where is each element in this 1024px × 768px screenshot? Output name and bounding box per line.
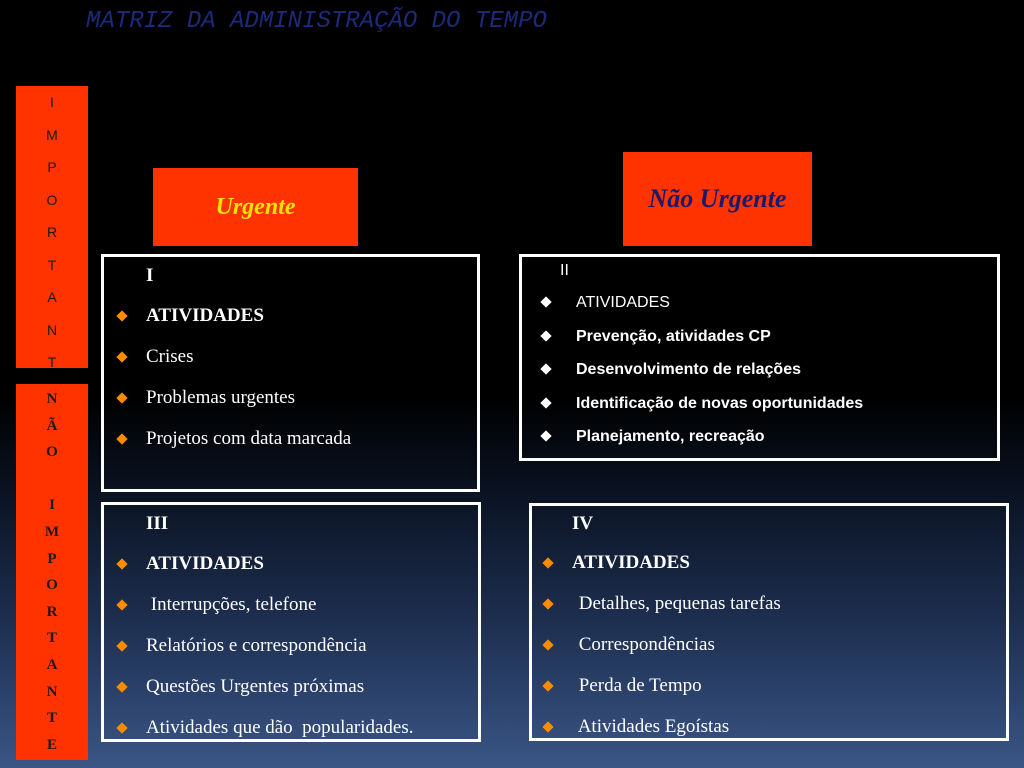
quadrant-3: [101, 502, 481, 742]
list-item: Correspondências: [544, 634, 781, 675]
list-item: Projetos com data marcada: [118, 428, 351, 469]
list-item: Perda de Tempo: [544, 675, 781, 716]
important-letter: P: [47, 159, 57, 175]
important-letter: M: [46, 126, 58, 143]
diamond-bullet-icon: [116, 310, 127, 321]
list-item: Questões Urgentes próximas: [118, 676, 414, 717]
not-important-letter: I: [49, 497, 55, 514]
not-important-letter: A: [46, 656, 58, 673]
diamond-bullet-icon: [116, 433, 127, 444]
important-letter: R: [46, 224, 58, 240]
diamond-bullet-icon: [116, 392, 127, 403]
not-urgent-header: Não Urgente: [623, 152, 812, 246]
diamond-bullet-icon: [542, 639, 553, 650]
not-important-letter: E: [46, 736, 57, 753]
list-item: Problemas urgentes: [118, 387, 351, 428]
not-important-letter: T: [46, 630, 57, 647]
diamond-bullet-icon: [542, 598, 553, 609]
diamond-bullet-icon: [116, 722, 127, 733]
quadrant-number: II: [560, 262, 569, 279]
list-item: ATIVIDADES: [540, 294, 863, 328]
diamond-bullet-icon: [116, 640, 127, 651]
diamond-bullet-icon: [542, 721, 553, 732]
slide-title: MATRIZ DA ADMINISTRAÇÃO DO TEMPO: [86, 8, 547, 35]
important-letter: O: [46, 191, 58, 208]
not-important-label: [16, 384, 88, 760]
not-important-letter: N: [46, 391, 58, 407]
diamond-bullet-icon: [116, 681, 127, 692]
not-important-letter: O: [46, 577, 58, 594]
not-important-letter: R: [46, 603, 58, 620]
urgent-header: Urgente: [153, 168, 358, 246]
not-important-letter: N: [46, 683, 58, 700]
diamond-bullet-icon: [116, 351, 127, 362]
quadrant-4: [529, 503, 1009, 741]
quadrant-1: [101, 254, 480, 492]
list-item: Planejamento, recreação: [540, 428, 863, 462]
list-item: ATIVIDADES: [118, 305, 351, 346]
list-item: Desenvolvimento de relações: [540, 361, 863, 395]
quadrant-number: I: [146, 265, 154, 286]
list-item: Relatórios e correspondência: [118, 635, 414, 676]
diamond-bullet-icon: [116, 599, 127, 610]
not-important-letter: O: [46, 444, 58, 461]
quadrant-2: [519, 254, 1000, 461]
list-item: ATIVIDADES: [118, 553, 414, 594]
list-item: Prevenção, atividades CP: [540, 328, 863, 362]
important-label: [16, 86, 88, 368]
list-item: Identificação de novas oportunidades: [540, 395, 863, 429]
list-item: Detalhes, pequenas tarefas: [544, 593, 781, 634]
list-item: ATIVIDADES: [544, 552, 781, 593]
quadrant-number: IV: [572, 513, 594, 534]
diamond-bullet-icon: [542, 680, 553, 691]
important-letter: I: [50, 94, 54, 110]
important-letter: N: [46, 321, 58, 338]
diamond-bullet-icon: [540, 397, 551, 408]
important-letter: T: [47, 354, 57, 370]
not-important-letter: T: [46, 710, 57, 727]
not-important-letter: Ã: [46, 417, 58, 434]
list-item: Crises: [118, 346, 351, 387]
diamond-bullet-icon: [540, 296, 551, 307]
list-item: Interrupções, telefone: [118, 594, 414, 635]
diamond-bullet-icon: [116, 558, 127, 569]
important-letter: T: [47, 256, 57, 273]
diamond-bullet-icon: [542, 557, 553, 568]
important-letter: A: [47, 289, 57, 305]
list-item: Atividades que dão popularidades.: [118, 717, 414, 758]
diamond-bullet-icon: [540, 330, 551, 341]
not-important-letter: M: [44, 523, 60, 540]
list-item: Atividades Egoístas: [544, 716, 781, 757]
quadrant-number: III: [146, 513, 169, 534]
diamond-bullet-icon: [540, 430, 551, 441]
diamond-bullet-icon: [540, 363, 551, 374]
not-important-letter: P: [47, 550, 57, 567]
not-important-letter: [16, 470, 88, 497]
